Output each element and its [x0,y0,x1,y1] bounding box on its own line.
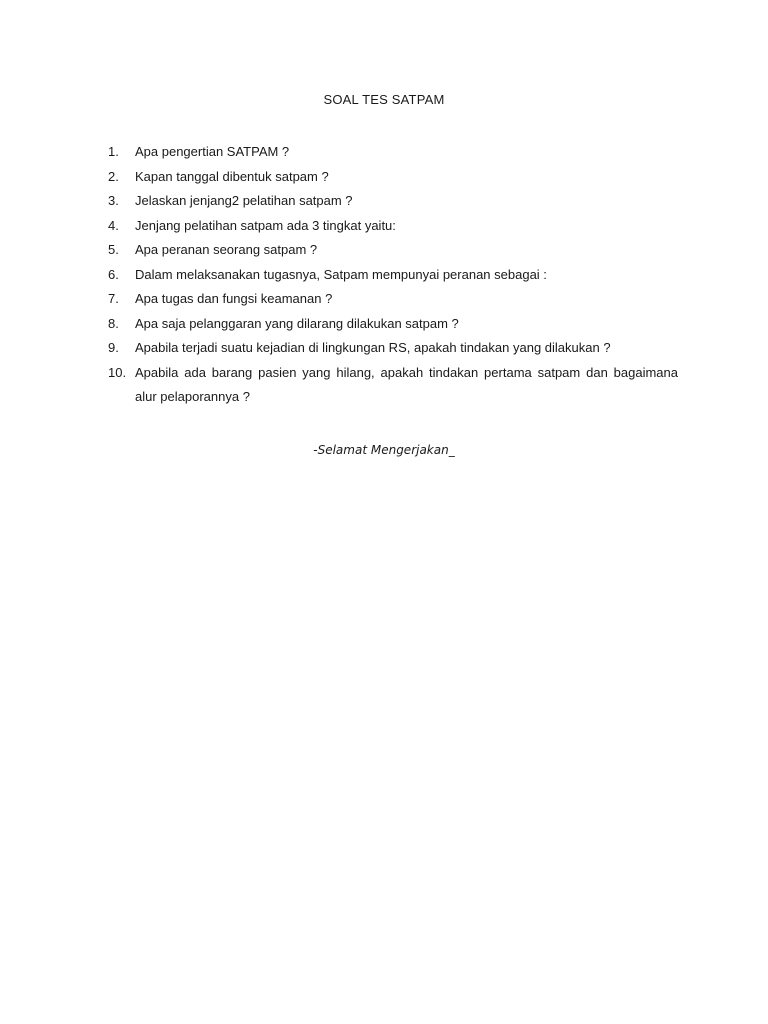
question-text: Apa tugas dan fungsi keamanan ? [135,291,333,306]
question-number: 7. [108,291,119,306]
question-text: Apabila terjadi suatu kejadian di lingkungan RS, apakah tindakan yang dilakukan ? [135,340,611,355]
list-item [108,287,678,312]
question-text: Apabila ada barang pasien yang hilang, apakah tindakan pertama satpam dan bagaimana alur pelaporannya ? [135,364,678,404]
closing-note: -Selamat Mengerjakan_ [313,443,455,457]
question-number: 10. [108,364,127,380]
list-item [108,140,678,165]
question-list [108,140,678,410]
question-number: 3. [108,193,119,208]
question-number: 4. [108,217,119,233]
question-text: Jelaskan jenjang2 pelatihan satpam ? [135,193,353,208]
question-number: 2. [108,168,119,184]
question-text: Dalam melaksanakan tugasnya, Satpam mempunyai peranan sebagai : [135,266,547,282]
question-text: Apa pengertian SATPAM ? [135,144,290,159]
question-text: Apa saja pelanggaran yang dilarang dilakukan satpam ? [135,315,459,331]
list-item [108,214,678,239]
list-item [108,165,678,190]
question-number: 8. [108,315,119,331]
list-item [108,238,678,263]
list-item [108,263,678,288]
question-text: Apa peranan seorang satpam ? [135,242,318,257]
list-item [108,361,678,410]
list-item [108,312,678,337]
question-number: 5. [108,242,119,257]
document-title: SOAL TES SATPAM [323,92,445,107]
question-text: Jenjang pelatihan satpam ada 3 tingkat yaitu: [135,217,396,233]
question-number: 9. [108,340,119,355]
list-item [108,189,678,214]
list-item [108,336,678,361]
question-number: 1. [108,144,119,159]
question-number: 6. [108,266,119,282]
question-text: Kapan tanggal dibentuk satpam ? [135,168,329,184]
